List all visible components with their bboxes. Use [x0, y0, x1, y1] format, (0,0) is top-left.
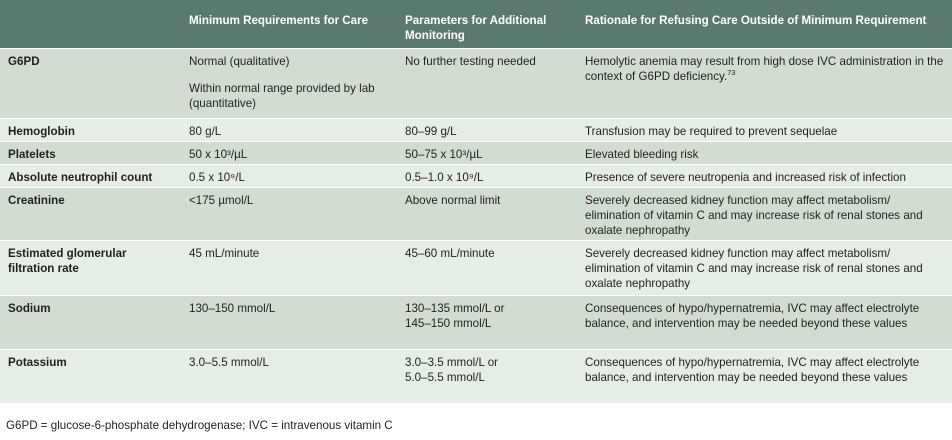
minimum-value: Within normal range provided by lab (quantitative): [189, 81, 375, 110]
monitoring-value: No further testing needed: [405, 54, 536, 68]
minimum-cell: [181, 118, 397, 141]
rationale-cell: [577, 295, 952, 349]
table-row: [0, 141, 952, 164]
monitoring-value: 145–150 mmol/L: [405, 316, 492, 330]
monitoring-cell: [397, 48, 577, 118]
row-label: Sodium: [8, 301, 51, 315]
rationale-text: Transfusion may be required to prevent sequelae: [585, 124, 838, 138]
monitoring-value: 45–60 mL/minute: [405, 246, 495, 260]
rationale-cell: [577, 141, 952, 164]
rationale-text: Severely decreased kidney function may affect metabolism/ elimination of vitamin C and may increase risk of renal stones and oxalate nephropathy: [585, 246, 923, 290]
rationale-text: Elevated bleeding risk: [585, 147, 699, 161]
rationale-text: Consequences of hypo/hypernatremia, IVC may affect electrolyte balance, and intervention may be needed beyond these values: [585, 355, 920, 384]
rationale-cell: [577, 187, 952, 240]
monitoring-cell: [397, 349, 577, 403]
row-label: Estimated glomerular filtration rate: [8, 246, 127, 275]
rationale-cell: [577, 48, 952, 118]
monitoring-value: 50–75 x 10³/µL: [405, 147, 483, 161]
monitoring-value: 3.0–3.5 mmol/L or: [405, 355, 499, 369]
row-label: Creatinine: [8, 193, 65, 207]
table-row: [0, 48, 952, 118]
row-label: Platelets: [8, 147, 56, 161]
row-label: G6PD: [8, 54, 40, 68]
minimum-value: Normal (qualitative): [189, 54, 290, 68]
reference-superscript: 73: [727, 67, 736, 77]
table-row: [0, 295, 952, 349]
table-row: [0, 187, 952, 240]
minimum-value: 80 g/L: [189, 124, 222, 138]
monitoring-cell: [397, 187, 577, 240]
minimum-cell: [181, 295, 397, 349]
rationale-text: Hemolytic anemia may result from high dose IVC administration in the context of G6PD deficiency.: [585, 54, 944, 83]
monitoring-cell: [397, 240, 577, 295]
row-label: Absolute neutrophil count: [8, 170, 153, 184]
table-footnote: G6PD = glucose-6-phosphate dehydrogenase; IVC = intravenous vitamin C: [6, 419, 393, 432]
row-label: Potassium: [8, 355, 67, 369]
monitoring-value: 5.0–5.5 mmol/L: [405, 370, 485, 384]
header-rationale: Rationale for Refusing Care Outside of Minimum Requirement: [585, 14, 927, 27]
rationale-cell: [577, 118, 952, 141]
minimum-cell: [181, 349, 397, 403]
table-row: [0, 240, 952, 295]
monitoring-value: 80–99 g/L: [405, 124, 457, 138]
minimum-value: <175 µmol/L: [189, 193, 254, 207]
monitoring-value: 0.5–1.0 x 10⁹/L: [405, 170, 484, 184]
header-parameter: [0, 0, 181, 48]
minimum-cell: [181, 240, 397, 295]
minimum-value: 45 mL/minute: [189, 246, 260, 260]
monitoring-cell: [397, 118, 577, 141]
rationale-text: Severely decreased kidney function may affect metabolism/ elimination of vitamin C and may increase risk of renal stones and oxalate nephropathy: [585, 193, 923, 237]
rationale-cell: [577, 240, 952, 295]
table-row: [0, 164, 952, 187]
rationale-text: Presence of severe neutropenia and increased risk of infection: [585, 170, 906, 184]
rationale-cell: [577, 164, 952, 187]
minimum-cell: [181, 164, 397, 187]
row-label: Hemoglobin: [8, 124, 75, 138]
minimum-value: 130–150 mmol/L: [189, 301, 276, 315]
minimum-value: 3.0–5.5 mmol/L: [189, 355, 269, 369]
monitoring-cell: [397, 295, 577, 349]
minimum-value: 0.5 x 10⁹/L: [189, 170, 245, 184]
table-row: [0, 118, 952, 141]
minimum-cell: [181, 141, 397, 164]
rationale-cell: [577, 349, 952, 403]
header-minimum-requirements: Minimum Requirements for Care: [189, 14, 369, 27]
monitoring-value: 130–135 mmol/L or: [405, 301, 505, 315]
header-additional-monitoring: Parameters for Additional Monitoring: [405, 14, 547, 42]
minimum-cell: [181, 48, 397, 118]
monitoring-value: Above normal limit: [405, 193, 501, 207]
table-header-row: [0, 0, 952, 48]
monitoring-cell: [397, 141, 577, 164]
table-row: [0, 349, 952, 403]
monitoring-cell: [397, 164, 577, 187]
minimum-cell: [181, 187, 397, 240]
minimum-value: 50 x 10³/µL: [189, 147, 248, 161]
rationale-text: Consequences of hypo/hypernatremia, IVC may affect electrolyte balance, and intervention may be needed beyond these values: [585, 301, 920, 330]
